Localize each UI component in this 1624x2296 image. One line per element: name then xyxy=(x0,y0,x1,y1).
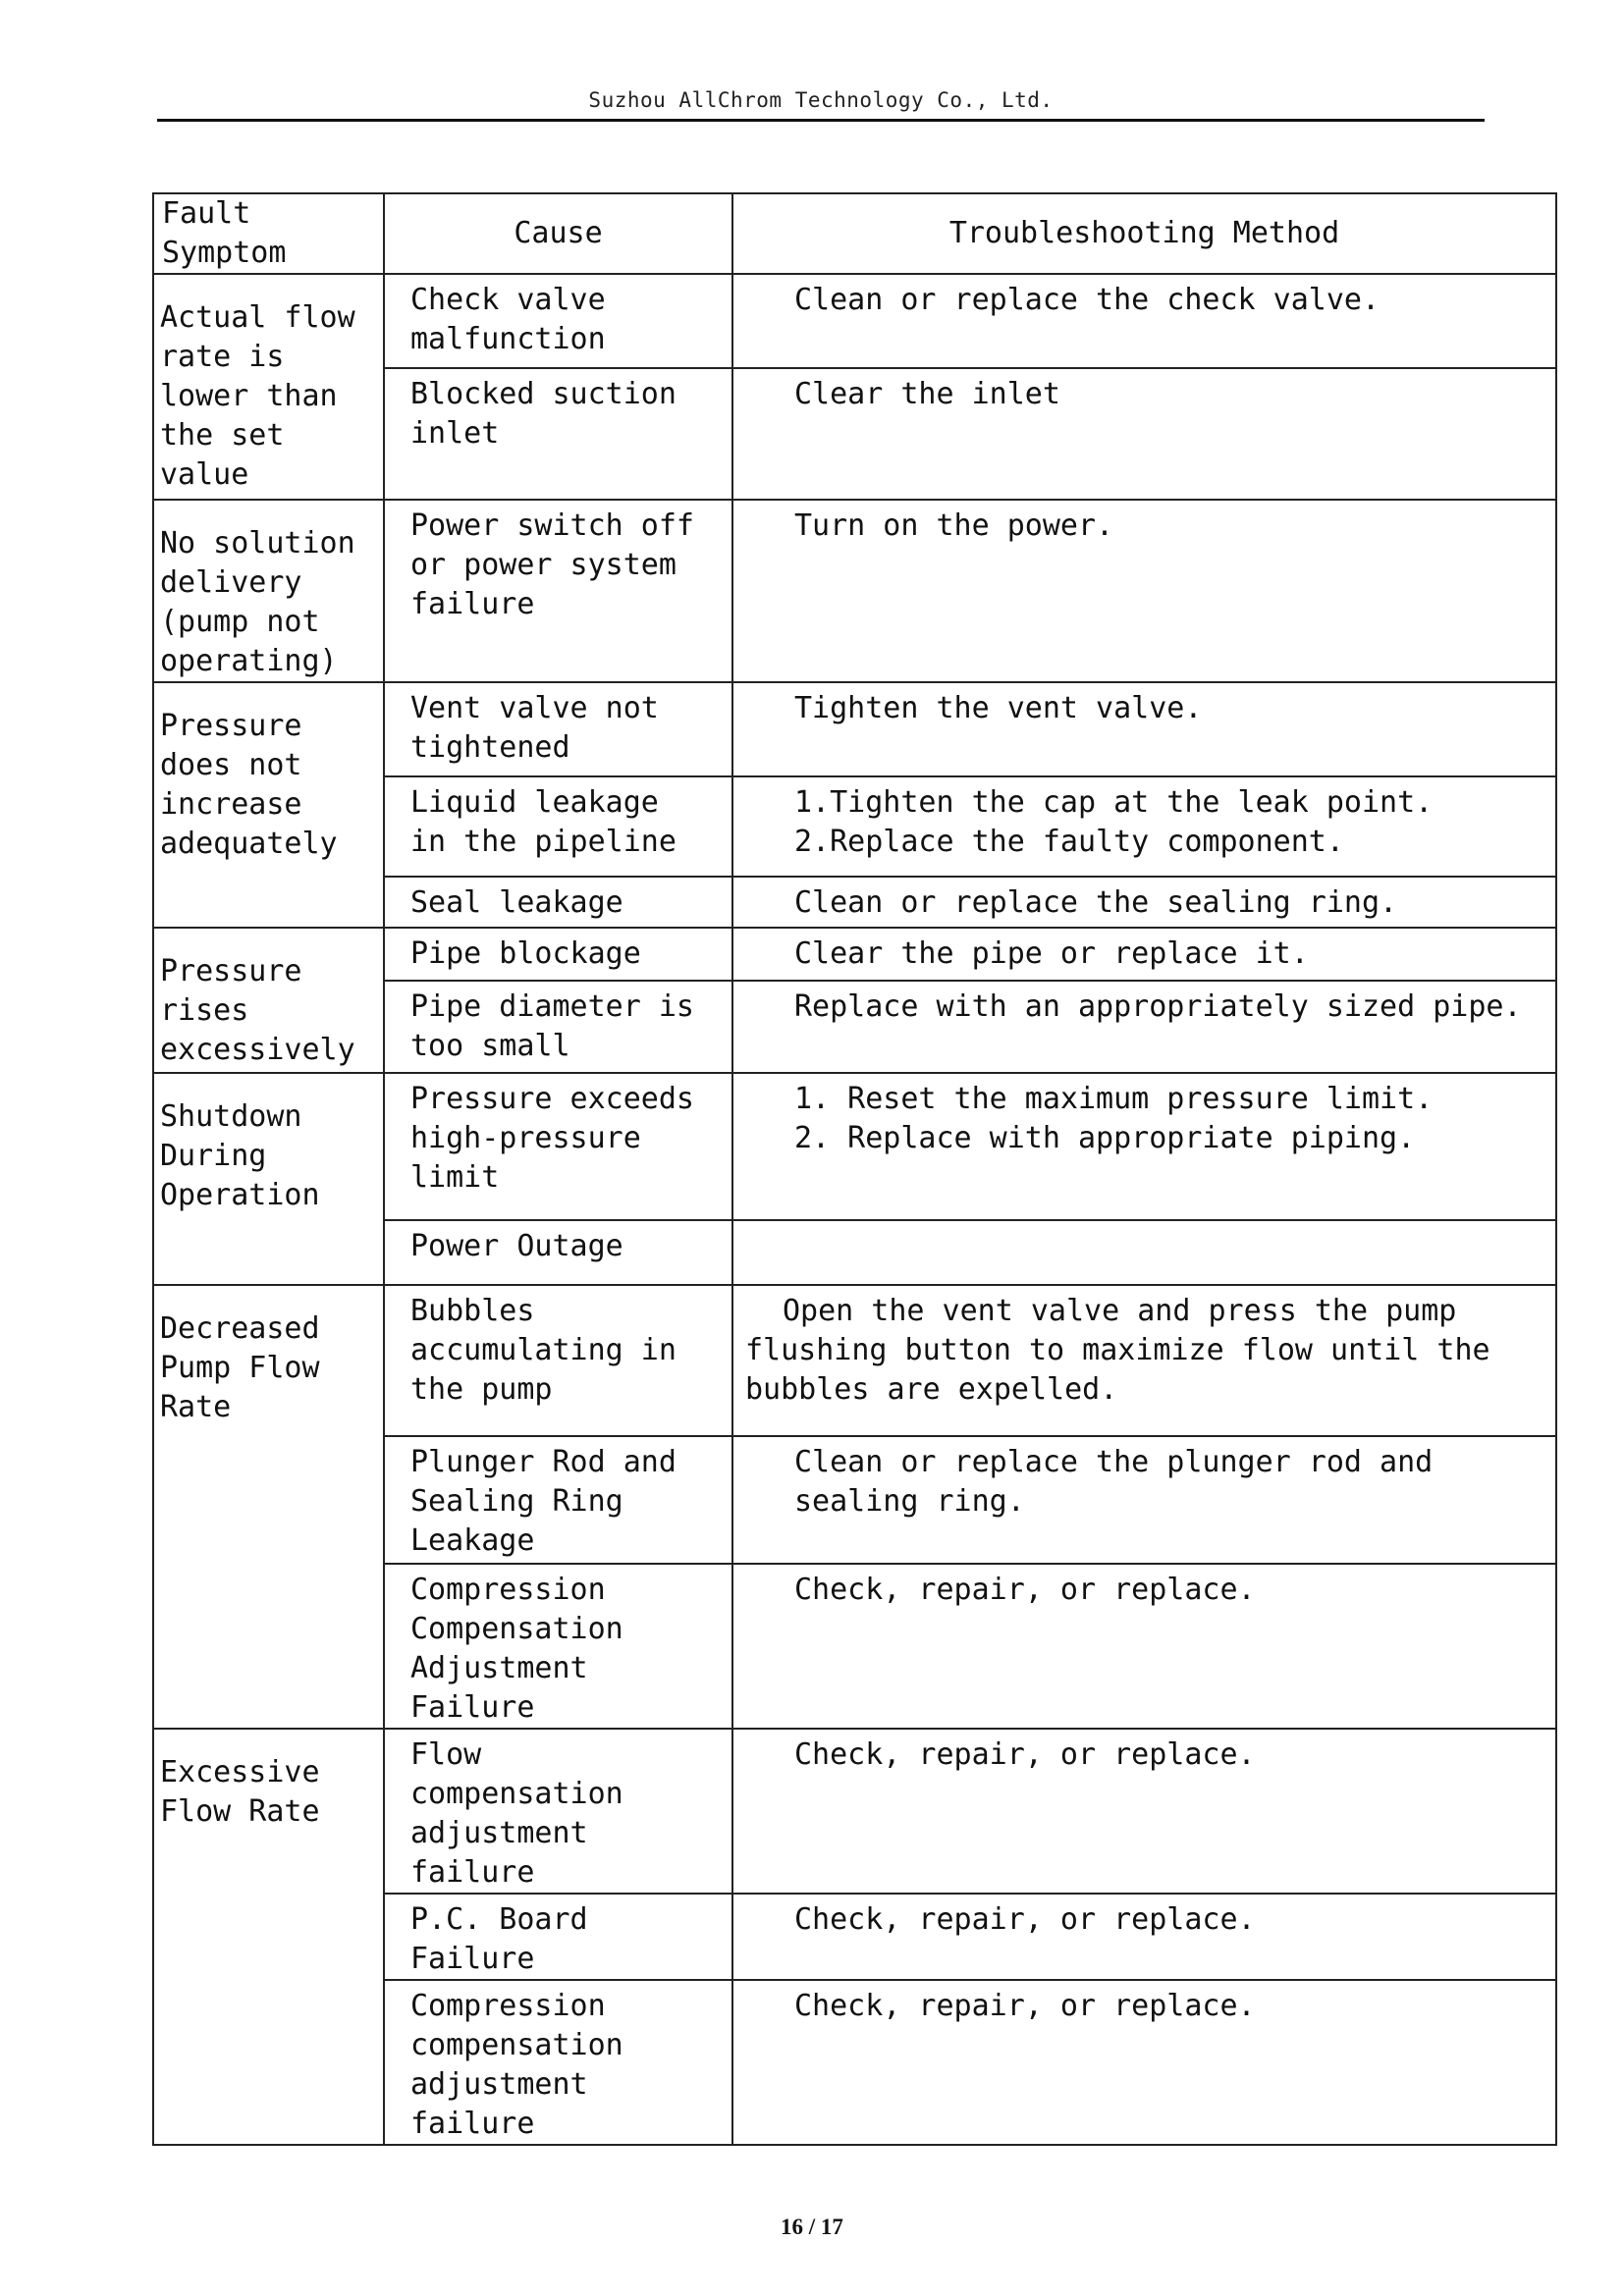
cause-cell: Seal leakage xyxy=(384,877,732,928)
table-row xyxy=(153,928,1556,981)
table-row xyxy=(153,1073,1556,1220)
table-header-row xyxy=(153,193,1556,274)
fault-symptom-cell: Pressure rises excessively xyxy=(153,928,384,1073)
method-line: Check, repair, or replace. xyxy=(794,1737,1256,1772)
cause-cell: P.C. Board Failure xyxy=(384,1894,732,1980)
page-number: 16 / 17 xyxy=(781,2215,843,2239)
fault-symptom-cell: Shutdown During Operation xyxy=(153,1073,384,1285)
method-line: 2. Replace with appropriate piping. xyxy=(794,1121,1416,1155)
troubleshooting-method-cell xyxy=(732,981,1556,1073)
table-row xyxy=(153,274,1556,368)
cause-cell: Bubbles accumulating in the pump xyxy=(384,1285,732,1436)
cause-cell: Power switch off or power system failure xyxy=(384,500,732,682)
troubleshooting-method-cell xyxy=(732,928,1556,981)
troubleshooting-method-cell xyxy=(732,1285,1556,1436)
table-row xyxy=(153,1285,1556,1436)
cause-cell: Blocked suction inlet xyxy=(384,368,732,500)
fault-symptom-cell: No solution delivery (pump not operating) xyxy=(153,500,384,682)
method-line: 1. Reset the maximum pressure limit. xyxy=(794,1082,1434,1116)
header-rule xyxy=(157,119,1485,122)
troubleshooting-method-cell xyxy=(732,1220,1556,1285)
method-line: Check, repair, or replace. xyxy=(794,1989,1256,2023)
troubleshooting-method-cell xyxy=(732,682,1556,776)
cause-cell: Liquid leakage in the pipeline xyxy=(384,776,732,877)
method-line: Clean or replace the check valve. xyxy=(794,283,1380,317)
method-line: Clean or replace the plunger rod and sealing ring. xyxy=(794,1445,1434,1519)
cause-cell: Compression compensation adjustment failure xyxy=(384,1980,732,2145)
fault-symptom-cell: Decreased Pump Flow Rate xyxy=(153,1285,384,1729)
method-line: Clean or replace the sealing ring. xyxy=(794,885,1398,920)
troubleshooting-method-cell xyxy=(732,1894,1556,1980)
header-cause: Cause xyxy=(384,193,732,274)
troubleshooting-method-cell xyxy=(732,274,1556,368)
method-line: Open the vent valve and press the pump flushing button to maximize flow until the bubbles are expelled. xyxy=(745,1294,1490,1407)
method-line: Check, repair, or replace. xyxy=(794,1902,1256,1937)
table-row xyxy=(153,682,1556,776)
table-row xyxy=(153,1729,1556,1894)
method-line: Replace with an appropriately sized pipe. xyxy=(794,989,1522,1024)
cause-cell: Check valve malfunction xyxy=(384,274,732,368)
cause-cell: Plunger Rod and Sealing Ring Leakage xyxy=(384,1436,732,1564)
table-body xyxy=(153,274,1556,2145)
cause-cell: Power Outage xyxy=(384,1220,732,1285)
header-troubleshooting-method: Troubleshooting Method xyxy=(732,193,1556,274)
troubleshooting-method-cell xyxy=(732,877,1556,928)
troubleshooting-method-cell xyxy=(732,500,1556,682)
fault-symptom-cell: Pressure does not increase adequately xyxy=(153,682,384,928)
troubleshooting-method-cell xyxy=(732,1073,1556,1220)
method-line: 2.Replace the faulty component. xyxy=(794,825,1344,859)
method-line: Tighten the vent valve. xyxy=(794,691,1203,725)
page-header xyxy=(157,86,1485,122)
troubleshooting-method-cell xyxy=(732,1436,1556,1564)
cause-cell: Pipe diameter is too small xyxy=(384,981,732,1073)
troubleshooting-method-cell xyxy=(732,1980,1556,2145)
troubleshooting-method-cell xyxy=(732,368,1556,500)
cause-cell: Vent valve not tightened xyxy=(384,682,732,776)
cause-cell: Compression Compensation Adjustment Failure xyxy=(384,1564,732,1729)
cause-cell: Pressure exceeds high-pressure limit xyxy=(384,1073,732,1220)
troubleshooting-method-cell xyxy=(732,1729,1556,1894)
troubleshooting-method-cell xyxy=(732,776,1556,877)
method-line: Turn on the power. xyxy=(794,508,1114,543)
cause-cell: Flow compensation adjustment failure xyxy=(384,1729,732,1894)
cause-cell: Pipe blockage xyxy=(384,928,732,981)
method-line: Clear the inlet xyxy=(794,377,1060,411)
company-name: Suzhou AllChrom Technology Co., Ltd. xyxy=(588,88,1054,112)
table-row xyxy=(153,500,1556,682)
method-line: Clear the pipe or replace it. xyxy=(794,936,1309,971)
method-line: 1.Tighten the cap at the leak point. xyxy=(794,785,1434,820)
troubleshooting-method-cell xyxy=(732,1564,1556,1729)
header-fault-symptom: Fault Symptom xyxy=(153,193,384,274)
troubleshooting-table xyxy=(152,192,1557,2146)
fault-symptom-cell: Excessive Flow Rate xyxy=(153,1729,384,2145)
fault-symptom-cell: Actual flow rate is lower than the set value xyxy=(153,274,384,500)
method-line: Check, repair, or replace. xyxy=(794,1573,1256,1607)
